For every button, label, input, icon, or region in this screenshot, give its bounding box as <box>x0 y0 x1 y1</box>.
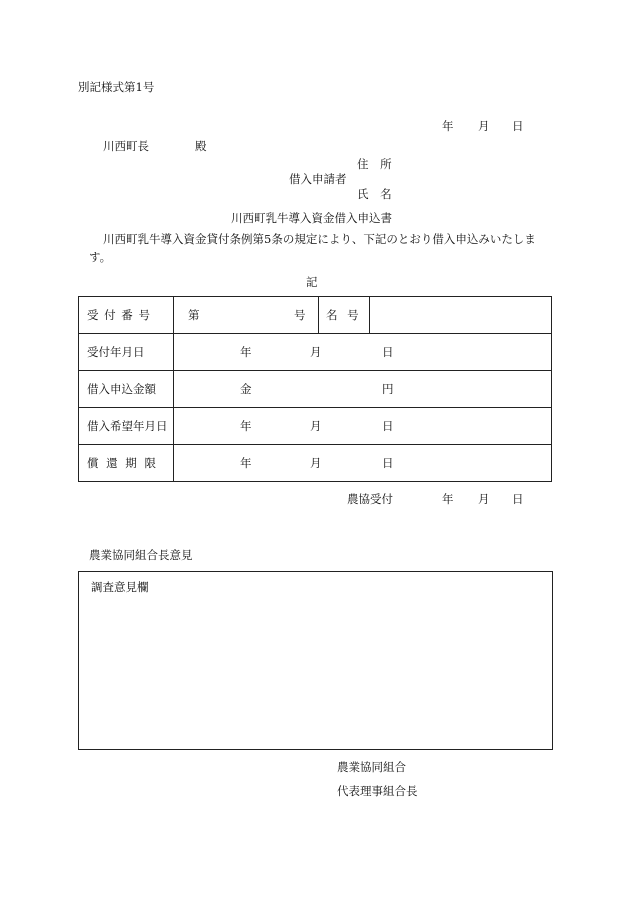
date-year: 年 <box>442 119 454 133</box>
receipt-date-value-cell <box>174 334 552 371</box>
loan-amount-yen: 円 <box>382 382 394 396</box>
head-count-label: 名 号 <box>326 308 362 322</box>
desired-date-label-cell <box>79 408 174 445</box>
loan-amount-label: 借入申込金額 <box>87 382 156 396</box>
head-count-value-cell <box>370 297 552 334</box>
repayment-deadline-label-cell <box>79 445 174 482</box>
desired-date-label: 借入希望年月日 <box>87 419 168 433</box>
repayment-deadline-value-cell <box>174 445 552 482</box>
receipt-year: 年 <box>442 492 454 506</box>
table-row <box>79 445 552 482</box>
receipt-date-month: 月 <box>310 345 322 359</box>
table-row <box>79 334 552 371</box>
addressee-honorific: 殿 <box>195 139 207 153</box>
receipt-date-label-cell <box>79 334 174 371</box>
desired-date-month: 月 <box>310 419 322 433</box>
receipt-date-year: 年 <box>240 345 252 359</box>
repayment-deadline-year: 年 <box>240 456 252 470</box>
document-title: 川西町乳牛導入資金借入申込書 <box>231 211 392 225</box>
opinion-heading: 農業協同組合長意見 <box>89 548 193 562</box>
opinion-box-label: 調査意見欄 <box>91 580 149 594</box>
repayment-deadline-day: 日 <box>382 456 394 470</box>
date-day: 日 <box>512 119 524 133</box>
receipt-number-label-cell <box>79 297 174 334</box>
receipt-number-go: 号 <box>294 308 306 322</box>
opinion-box <box>78 571 553 750</box>
repayment-deadline-month: 月 <box>310 456 322 470</box>
body-text-line1: 川西町乳牛導入資金貸付条例第5条の規定により、下記のとおり借入申込みいたしま <box>103 232 536 246</box>
desired-date-value-cell <box>174 408 552 445</box>
form-number: 別記様式第1号 <box>78 80 155 94</box>
applicant-label: 借入申請者 <box>289 172 347 186</box>
repayment-deadline-label: 償 還 期 限 <box>87 456 158 470</box>
loan-amount-kin: 金 <box>240 382 252 396</box>
ki-heading: 記 <box>306 275 318 289</box>
applicant-address-label: 住 所 <box>357 157 396 171</box>
desired-date-day: 日 <box>382 419 394 433</box>
receipt-number-dai: 第 <box>188 308 200 322</box>
receipt-label: 農協受付 <box>347 492 393 506</box>
signature-org: 農業協同組合 <box>337 760 406 774</box>
applicant-name-label: 氏 名 <box>357 187 396 201</box>
body-text-line2: す。 <box>89 250 112 264</box>
desired-date-year: 年 <box>240 419 252 433</box>
receipt-number-value-cell <box>174 297 319 334</box>
table-row <box>79 408 552 445</box>
addressee-name: 川西町長 <box>103 139 149 153</box>
table-row <box>79 297 552 334</box>
date-month: 月 <box>478 119 490 133</box>
head-count-label-cell <box>319 297 370 334</box>
loan-amount-value-cell <box>174 371 552 408</box>
signature-title: 代表理事組合長 <box>337 784 418 798</box>
receipt-day: 日 <box>512 492 524 506</box>
receipt-date-day: 日 <box>382 345 394 359</box>
receipt-number-label: 受 付 番 号 <box>87 308 151 322</box>
receipt-date-label: 受付年月日 <box>87 345 145 359</box>
receipt-month: 月 <box>478 492 490 506</box>
loan-amount-label-cell <box>79 371 174 408</box>
application-table <box>78 296 552 482</box>
table-row <box>79 371 552 408</box>
